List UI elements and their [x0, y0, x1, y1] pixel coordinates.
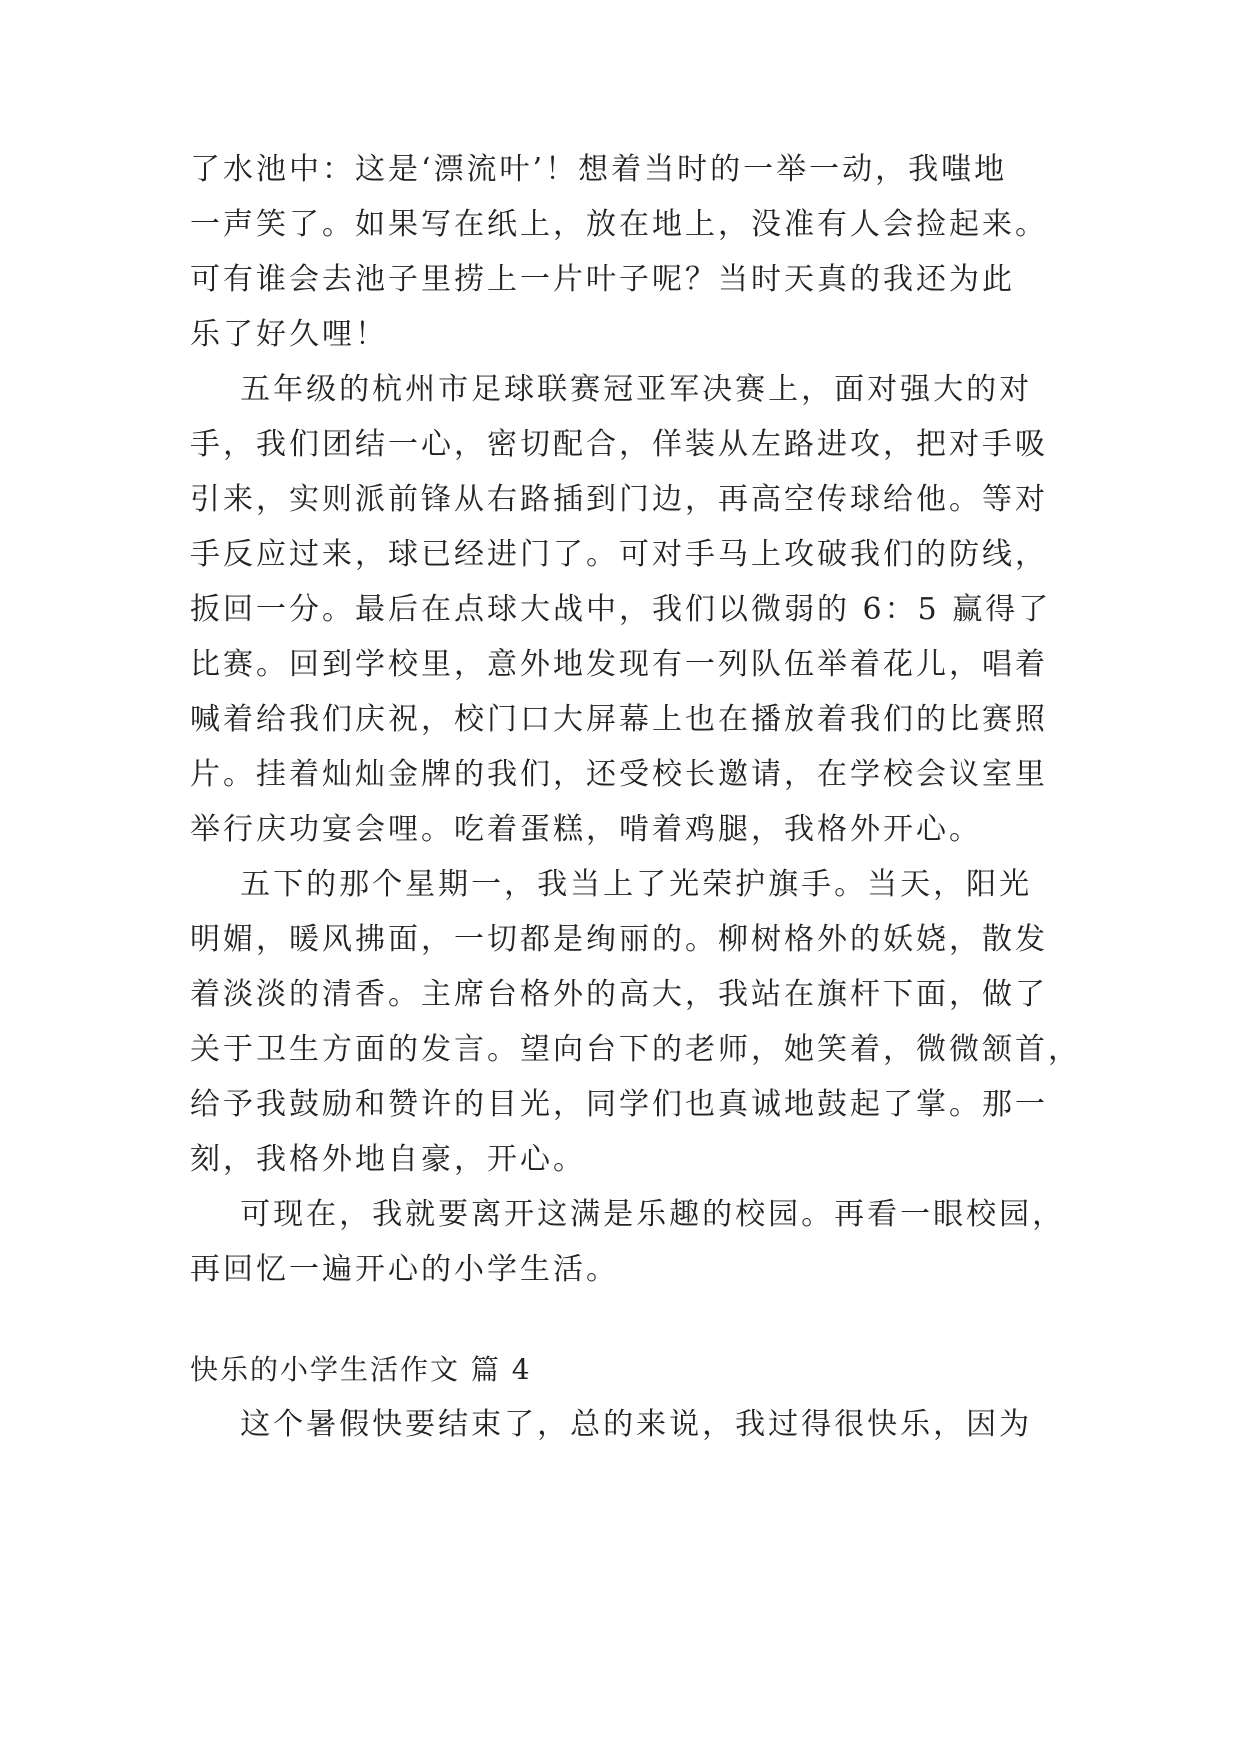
text-line: 再回忆一遍开心的小学生活。 — [190, 1252, 619, 1287]
text-line: 五年级的杭州市足球联赛冠亚军决赛上，面对强大的对 — [190, 372, 1033, 407]
text-line: 可现在，我就要离开这满是乐趣的校园。再看一眼校园， — [190, 1197, 1066, 1232]
text-line: 五下的那个星期一，我当上了光荣护旗手。当天，阳光 — [190, 867, 1033, 902]
text-line: 手，我们团结一心，密切配合，佯装从左路进攻，把对手吸 — [190, 427, 1048, 462]
text-line: 手反应过来，球已经进门了。可对手马上攻破我们的防线， — [190, 537, 1048, 572]
text-line: 给予我鼓励和赞许的目光，同学们也真诚地鼓起了掌。那一 — [190, 1087, 1048, 1122]
text-line: 乐了好久哩！ — [190, 317, 388, 352]
text-line: 片。挂着灿灿金牌的我们，还受校长邀请，在学校会议室里 — [190, 757, 1048, 792]
text-line: 着淡淡的清香。主席台格外的高大，我站在旗杆下面，做了 — [190, 977, 1048, 1012]
text-line: 引来，实则派前锋从右路插到门边，再高空传球给他。等对 — [190, 482, 1048, 517]
text-line: 了水池中：这是‘漂流叶’！想着当时的一举一动，我嗤地 — [190, 152, 1008, 187]
text-line: 一声笑了。如果写在纸上，放在地上，没准有人会捡起来。 — [190, 207, 1048, 242]
text-line: 这个暑假快要结束了，总的来说，我过得很快乐，因为 — [190, 1407, 1033, 1442]
text-line: 关于卫生方面的发言。望向台下的老师，她笑着，微微颔首， — [190, 1032, 1081, 1067]
text-line: 刻，我格外地自豪，开心。 — [190, 1142, 586, 1177]
text-line: 可有谁会去池子里捞上一片叶子呢？当时天真的我还为此 — [190, 262, 1015, 297]
text-line: 喊着给我们庆祝，校门口大屏幕上也在播放着我们的比赛照 — [190, 702, 1048, 737]
section-heading: 快乐的小学生活作文 篇 4 — [190, 1353, 532, 1386]
text-line: 比赛。回到学校里，意外地发现有一列队伍举着花儿，唱着 — [190, 647, 1048, 682]
text-line: 举行庆功宴会哩。吃着蛋糕，啃着鸡腿，我格外开心。 — [190, 812, 982, 847]
text-line: 扳回一分。最后在点球大战中，我们以微弱的 6：5 赢得了 — [190, 592, 1052, 627]
text-line: 明媚，暖风拂面，一切都是绚丽的。柳树格外的妖娆，散发 — [190, 922, 1048, 957]
